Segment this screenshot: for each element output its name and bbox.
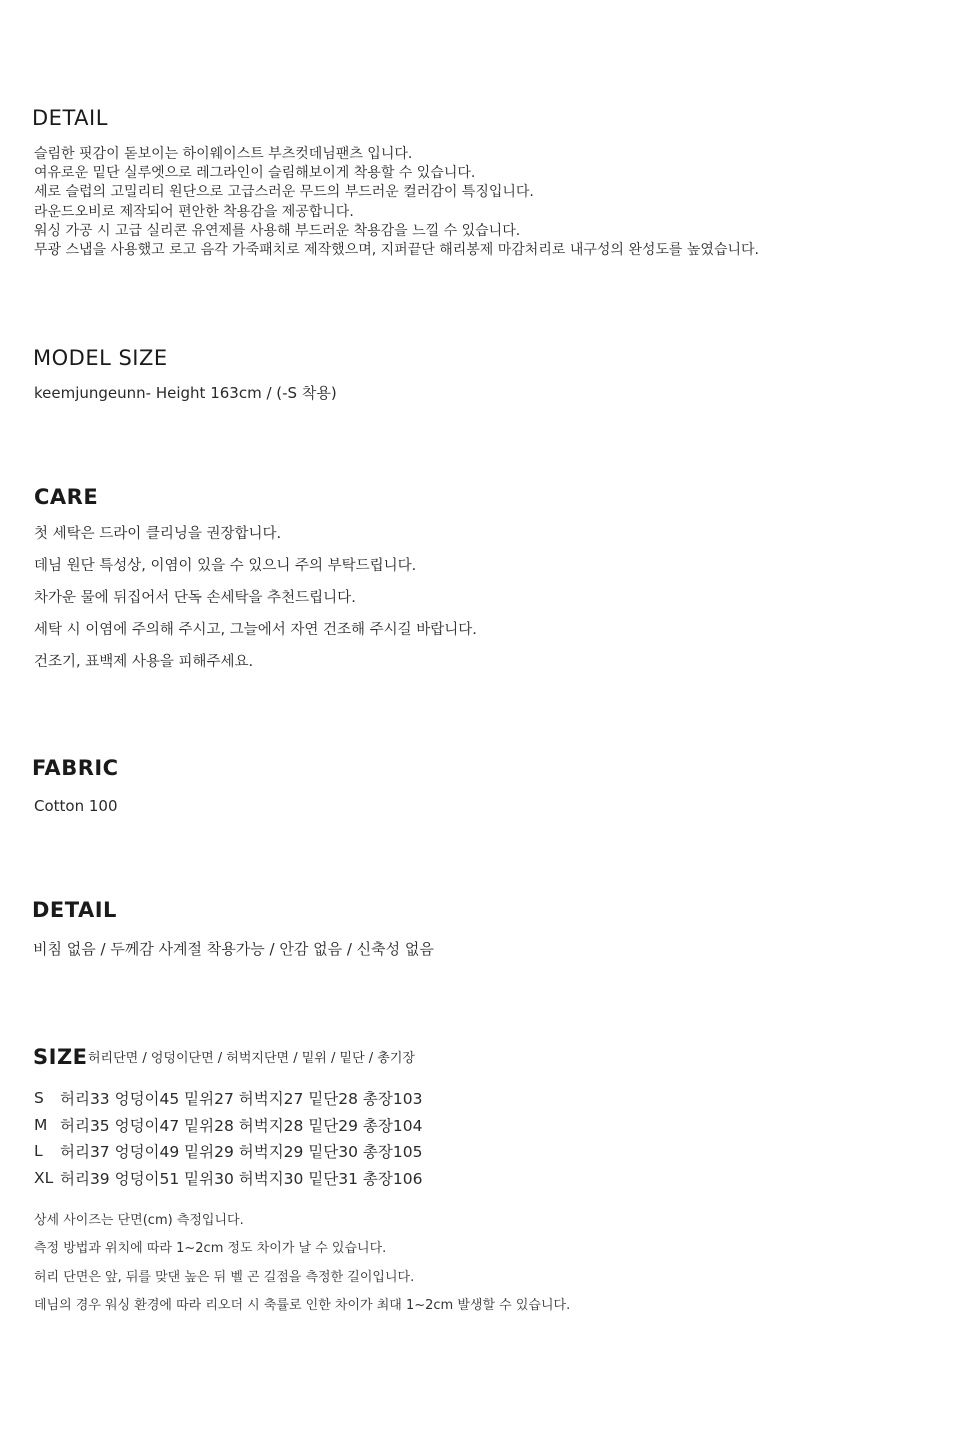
detail-line: 세로 슬럽의 고밀리티 원단으로 고급스러운 무드의 부드러운 컬러감이 특징입니다. [34,184,534,201]
size-values: 허리39 엉덩이51 밑위30 허벅지30 밑단31 총장106 [60,1170,423,1189]
care-item: 차가운 물에 뒤집어서 단독 손세탁을 추천드립니다. [34,590,356,606]
care-item: 건조기, 표백제 사용을 피해주세요. [34,654,254,670]
detail-line: 라운드오비로 제작되어 편안한 착용감을 제공합니다. [34,203,354,220]
detail-line: 워싱 가공 시 고급 실리콘 유연제를 사용해 부드러운 착용감을 느낄 수 있습니다. [34,222,521,239]
detail-description [34,145,759,260]
size-label: S [34,1089,44,1108]
care-item: 세탁 시 이염에 주의해 주시고, 그늘에서 자연 건조해 주시길 바랍니다. [34,622,477,638]
model-size-text: keemjungeunn- Height 163cm / (-S 착용) [34,384,337,402]
fabric-text: Cotton 100 [34,797,118,815]
size-heading: SIZE [33,1045,88,1069]
size-values: 허리37 엉덩이49 밑위29 허벅지29 밑단30 총장105 [60,1143,423,1162]
size-note: 허리 단면은 앞, 뒤를 맞댄 높은 뒤 벨 곤 길점을 측정한 길이입니다. [34,1269,415,1285]
size-label: L [34,1142,43,1161]
care-list [34,525,477,685]
detail-spec-text: 비침 없음 / 두께감 사계절 착용가능 / 안감 없음 / 신축성 없음 [33,940,434,958]
care-item: 데님 원단 특성상, 이염이 있을 수 있으니 주의 부탁드립니다. [34,558,417,574]
size-label: XL [34,1169,54,1188]
detail-line: 슬림한 핏감이 돋보이는 하이웨이스트 부츠컷데님팬츠 입니다. [34,146,413,162]
detail-spec-heading: DETAIL [32,898,117,922]
size-table [34,1085,422,1191]
size-note: 데님의 경우 워싱 환경에 따라 리오더 시 축률로 인한 차이가 최대 1~2cm 발생할 수 있습니다. [34,1297,571,1313]
size-values: 허리33 엉덩이45 밑위27 허벅지27 밑단28 총장103 [60,1090,423,1109]
size-label: M [34,1115,48,1134]
size-row-xl [34,1165,422,1192]
size-note: 상세 사이즈는 단면(cm) 측정입니다. [34,1213,244,1228]
care-heading: CARE [34,485,99,509]
size-row-l [34,1138,422,1165]
detail-line: 무광 스냅을 사용했고 로고 음각 가죽패치로 제작했으며, 지퍼끝단 해리봉제 마감처리로 내구성의 완성도를 높였습니다. [34,242,759,259]
model-size-heading: MODEL SIZE [33,346,168,370]
size-measurement-legend: 허리단면 / 엉덩이단면 / 허벅지단면 / 밑위 / 밑단 / 총기장 [88,1051,415,1066]
size-row-m [34,1112,422,1139]
size-notes [34,1212,570,1325]
size-row-s [34,1085,422,1112]
size-values: 허리35 엉덩이47 밑위28 허벅지28 밑단29 총장104 [60,1116,423,1135]
fabric-heading: FABRIC [32,756,119,780]
detail-line: 여유로운 밑단 실루엣으로 레그라인이 슬림해보이게 착용할 수 있습니다. [34,165,476,182]
size-note: 측정 방법과 위치에 따라 1~2cm 정도 차이가 날 수 있습니다. [34,1241,387,1257]
detail-heading: DETAIL [32,106,108,130]
care-item: 첫 세탁은 드라이 클리닝을 권장합니다. [34,526,282,542]
